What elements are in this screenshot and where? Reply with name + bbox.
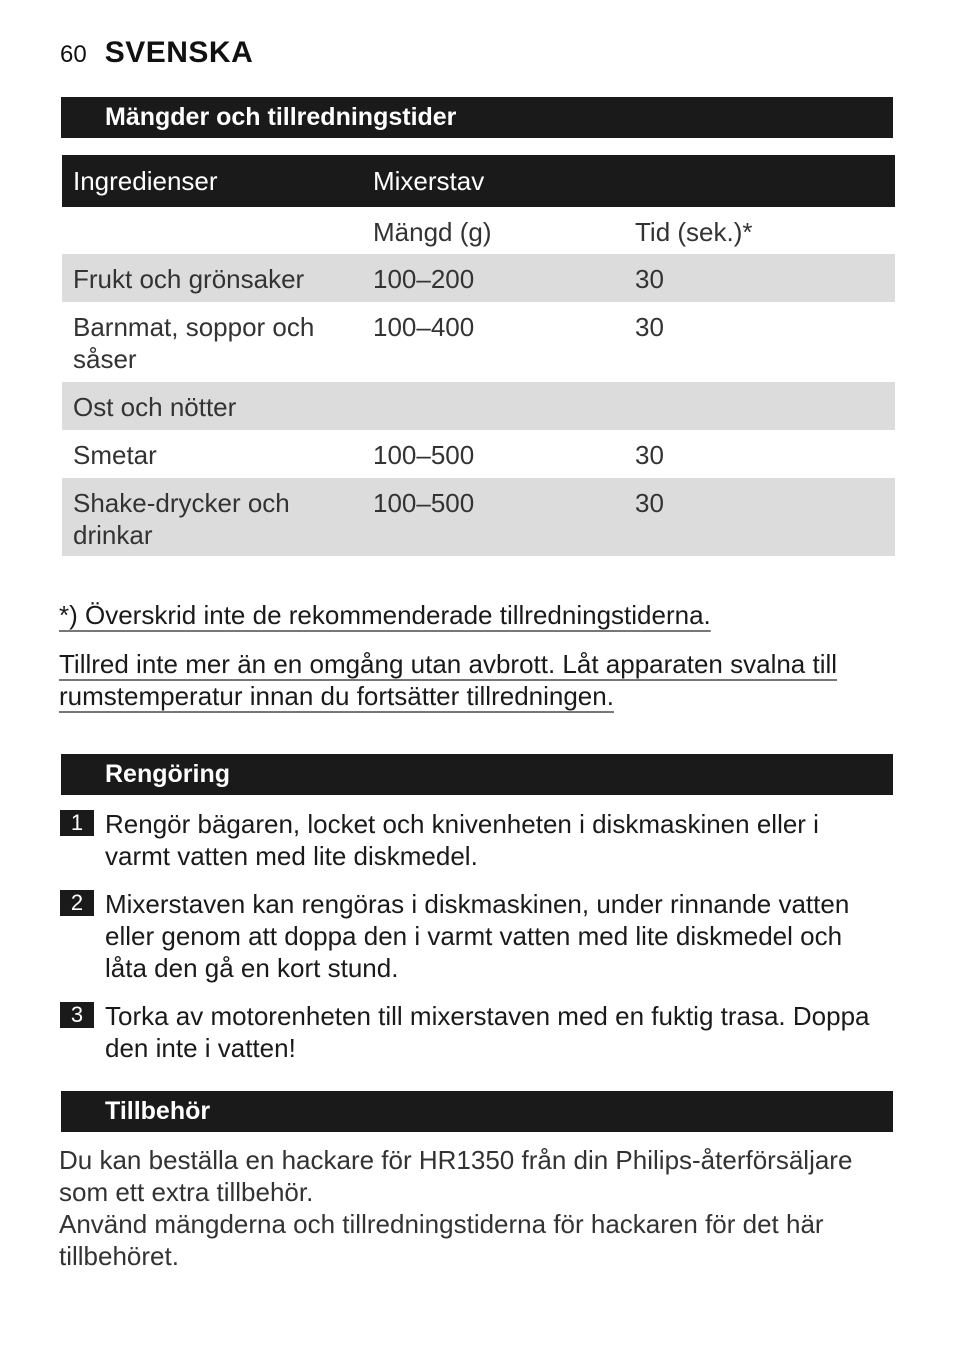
table-cell: 100–500	[373, 440, 475, 470]
table-subheader-cell	[62, 207, 373, 254]
table-cell: Ost och nötter	[73, 392, 237, 422]
warning-note	[59, 648, 879, 712]
table-cell: 100–500	[373, 488, 475, 518]
step-number-badge: 2	[60, 890, 94, 916]
table-cell: Frukt och grönsaker	[73, 264, 305, 294]
table-row	[62, 254, 895, 302]
cleaning-step	[60, 808, 890, 872]
accessories-paragraph	[59, 1144, 899, 1272]
page-number: 60	[60, 41, 87, 68]
section-title-cleaning: Rengöring	[61, 754, 893, 795]
table-cell	[373, 382, 635, 430]
warning-line-1: Tillred inte mer än en omgång utan avbrott. Låt apparaten svalna till	[59, 649, 838, 679]
table-row	[62, 430, 895, 478]
table-cell: Barnmat, soppor och såser	[73, 312, 315, 374]
step-number-badge: 3	[60, 1002, 94, 1028]
table-header-row	[62, 155, 895, 207]
section-title-amounts: Mängder och tillredningstider	[61, 97, 893, 138]
table-cell: 30	[635, 264, 664, 294]
table-cell: 30	[635, 440, 664, 470]
section-title-accessories: Tillbehör	[61, 1091, 893, 1132]
table-header-cell: Mixerstav	[373, 165, 485, 196]
footnote	[59, 599, 859, 631]
amounts-table	[62, 155, 895, 556]
table-header-cell	[635, 155, 895, 207]
table-subheader-cell: Tid (sek.)*	[635, 217, 753, 247]
warning-line-2: rumstemperatur innan du fortsätter tillredningen.	[59, 681, 614, 711]
page-header	[60, 36, 253, 70]
accessories-text-2: Använd mängderna och tillredningstiderna för hackaren för det här tillbehöret.	[59, 1209, 824, 1271]
accessories-text-1: Du kan beställa en hackare för HR1350 från din Philips-återförsäljare som ett extra tillbehör.	[59, 1145, 853, 1207]
step-text: Rengör bägaren, locket och knivenheten i diskmaskinen eller i varmt vatten med lite diskmedel.	[105, 809, 819, 871]
footnote-text: *) Överskrid inte de rekommenderade tillredningstiderna.	[59, 600, 711, 630]
table-cell: 100–400	[373, 312, 475, 342]
cleaning-step	[60, 1000, 890, 1064]
table-row	[62, 382, 895, 430]
table-subheader-row	[62, 207, 895, 254]
table-header-cell: Ingredienser	[73, 165, 218, 196]
step-number-badge: 1	[60, 810, 94, 836]
table-cell: 30	[635, 312, 664, 342]
table-row	[62, 302, 895, 382]
step-text: Mixerstaven kan rengöras i diskmaskinen, under rinnande vatten eller genom att doppa den i varmt vatten med lite diskmedel och låta den gå en kort stund.	[105, 889, 850, 983]
table-cell: Shake-drycker och drinkar	[73, 488, 290, 550]
table-cell: 30	[635, 488, 664, 518]
table-cell	[635, 382, 895, 430]
table-cell: 100–200	[373, 264, 475, 294]
table-subheader-cell: Mängd (g)	[373, 217, 492, 247]
table-cell: Smetar	[73, 440, 157, 470]
step-text: Torka av motorenheten till mixerstaven med en fuktig trasa. Doppa den inte i vatten!	[105, 1001, 870, 1063]
cleaning-step	[60, 888, 890, 984]
language-heading: SVENSKA	[104, 36, 254, 69]
table-row	[62, 478, 895, 556]
